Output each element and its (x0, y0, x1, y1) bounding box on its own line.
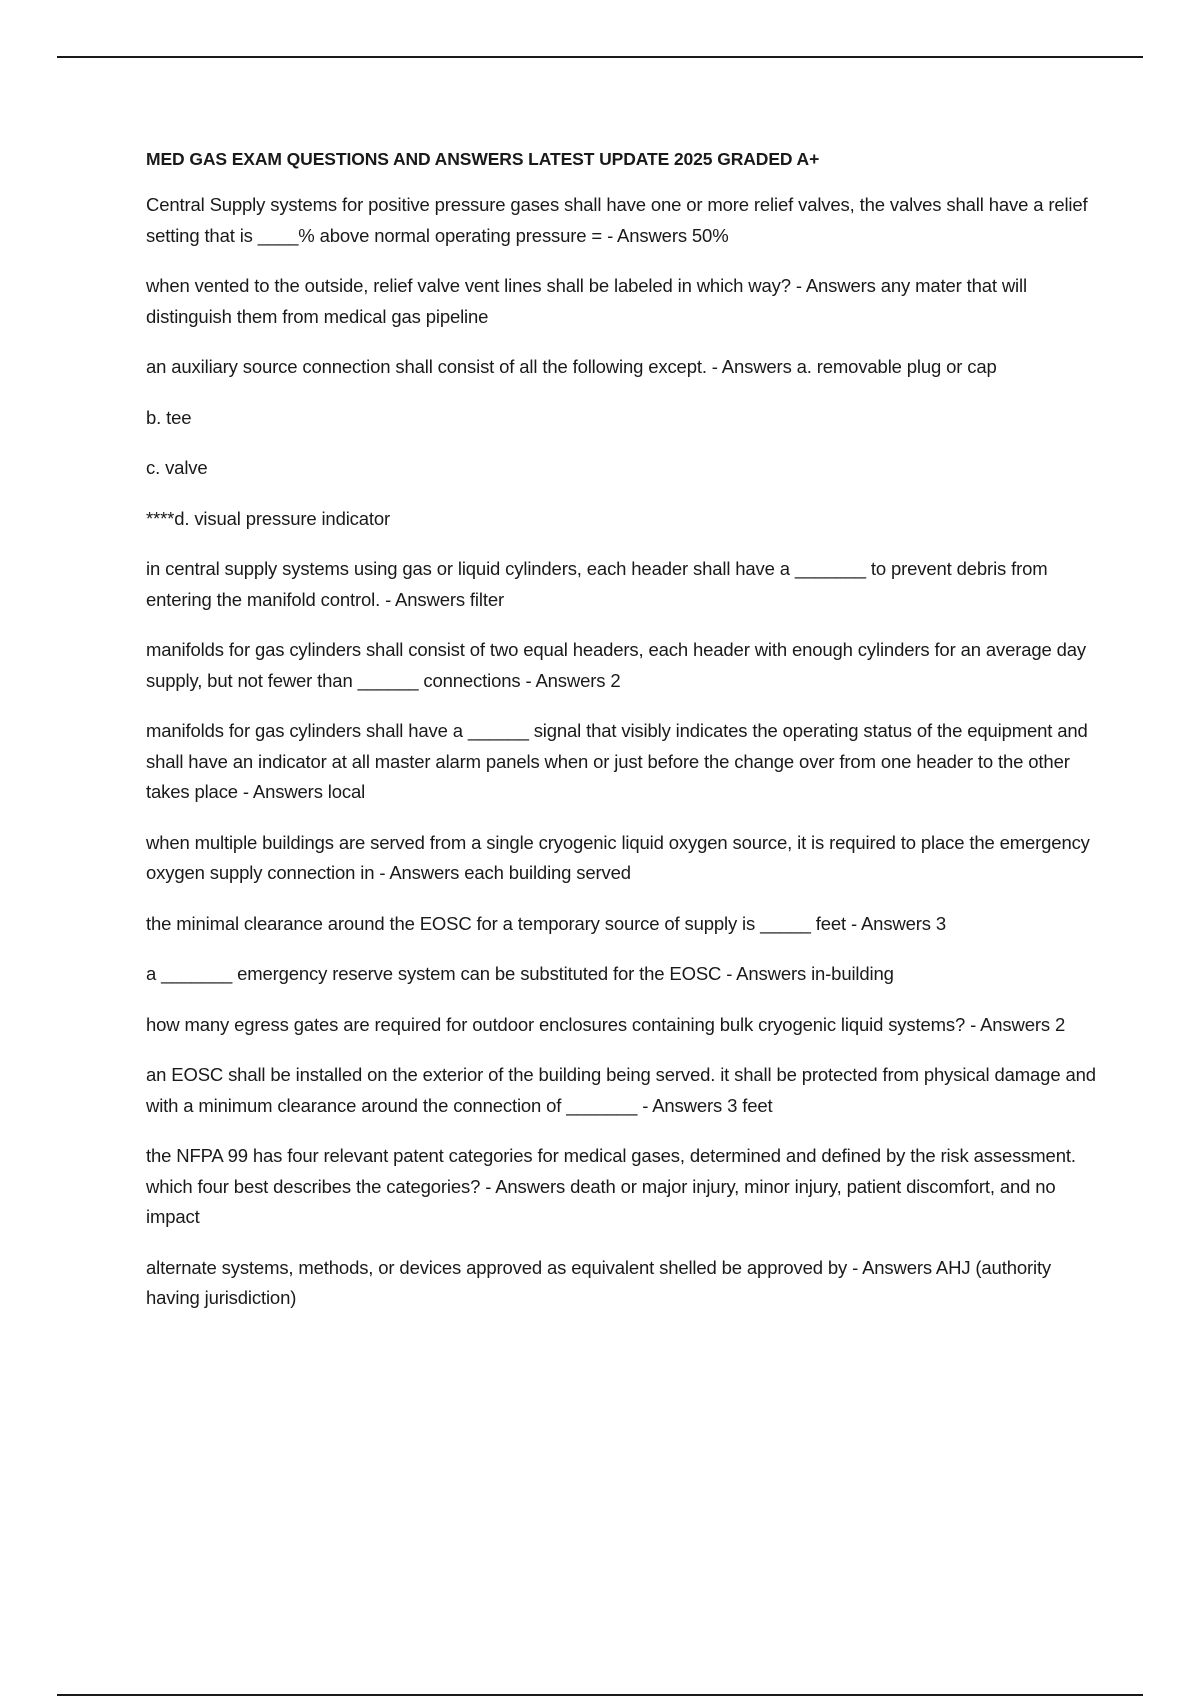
qa-paragraph: Central Supply systems for positive pressure gases shall have one or more relief valves, the valves shall have a relief setting that is ____% above normal operating pressure = - Answers 50% (146, 194, 1088, 246)
footer-rule (57, 1694, 1143, 1696)
qa-paragraph: the minimal clearance around the EOSC for a temporary source of supply is _____ feet - Answers 3 (146, 912, 947, 934)
qa-paragraph: the NFPA 99 has four relevant patent categories for medical gases, determined and defined by the risk assessment. which four best describes the categories? - Answers death or major injury, minor injury, patient discomfort, and no impact (146, 1145, 1076, 1227)
qa-paragraph: a _______ emergency reserve system can be substituted for the EOSC - Answers in-building (146, 963, 894, 984)
document-body (146, 146, 1096, 1334)
qa-option: b. tee (146, 406, 192, 428)
qa-paragraph: an auxiliary source connection shall consist of all the following except. - Answers a. removable plug or cap (146, 356, 997, 377)
qa-paragraph: manifolds for gas cylinders shall consist of two equal headers, each header with enough cylinders for an average day supply, but not fewer than ______ connections - Answers 2 (146, 639, 1087, 691)
qa-paragraph: manifolds for gas cylinders shall have a ______ signal that visibly indicates the operating status of the equipment and shall have an indicator at all master alarm panels when or just before the change over from one header to the other takes place - Answers local (146, 720, 1088, 802)
qa-option: c. valve (146, 457, 208, 478)
qa-paragraph: how many egress gates are required for outdoor enclosures containing bulk cryogenic liquid systems? - Answers 2 (146, 1013, 1066, 1035)
header-rule (57, 56, 1143, 58)
qa-paragraph: an EOSC shall be installed on the exterior of the building being served. it shall be protected from physical damage and with a minimum clearance around the connection of _______ - Answers 3 feet (146, 1064, 1096, 1116)
qa-paragraph: alternate systems, methods, or devices approved as equivalent shelled be approved by - Answers AHJ (authority having jurisdiction) (146, 1256, 1052, 1308)
qa-option: ****d. visual pressure indicator (146, 507, 391, 529)
qa-paragraph: in central supply systems using gas or liquid cylinders, each header shall have a _______ to prevent debris from entering the manifold control. - Answers filter (146, 558, 1048, 610)
document-title: MED GAS EXAM QUESTIONS AND ANSWERS LATEST UPDATE 2025 GRADED A+ (146, 149, 820, 169)
qa-paragraph: when multiple buildings are served from a single cryogenic liquid oxygen source, it is required to place the emergency oxygen supply connection in - Answers each building served (146, 831, 1090, 883)
qa-paragraph: when vented to the outside, relief valve vent lines shall be labeled in which way? - Answers any mater that will distinguish them from medical gas pipeline (146, 275, 1027, 327)
